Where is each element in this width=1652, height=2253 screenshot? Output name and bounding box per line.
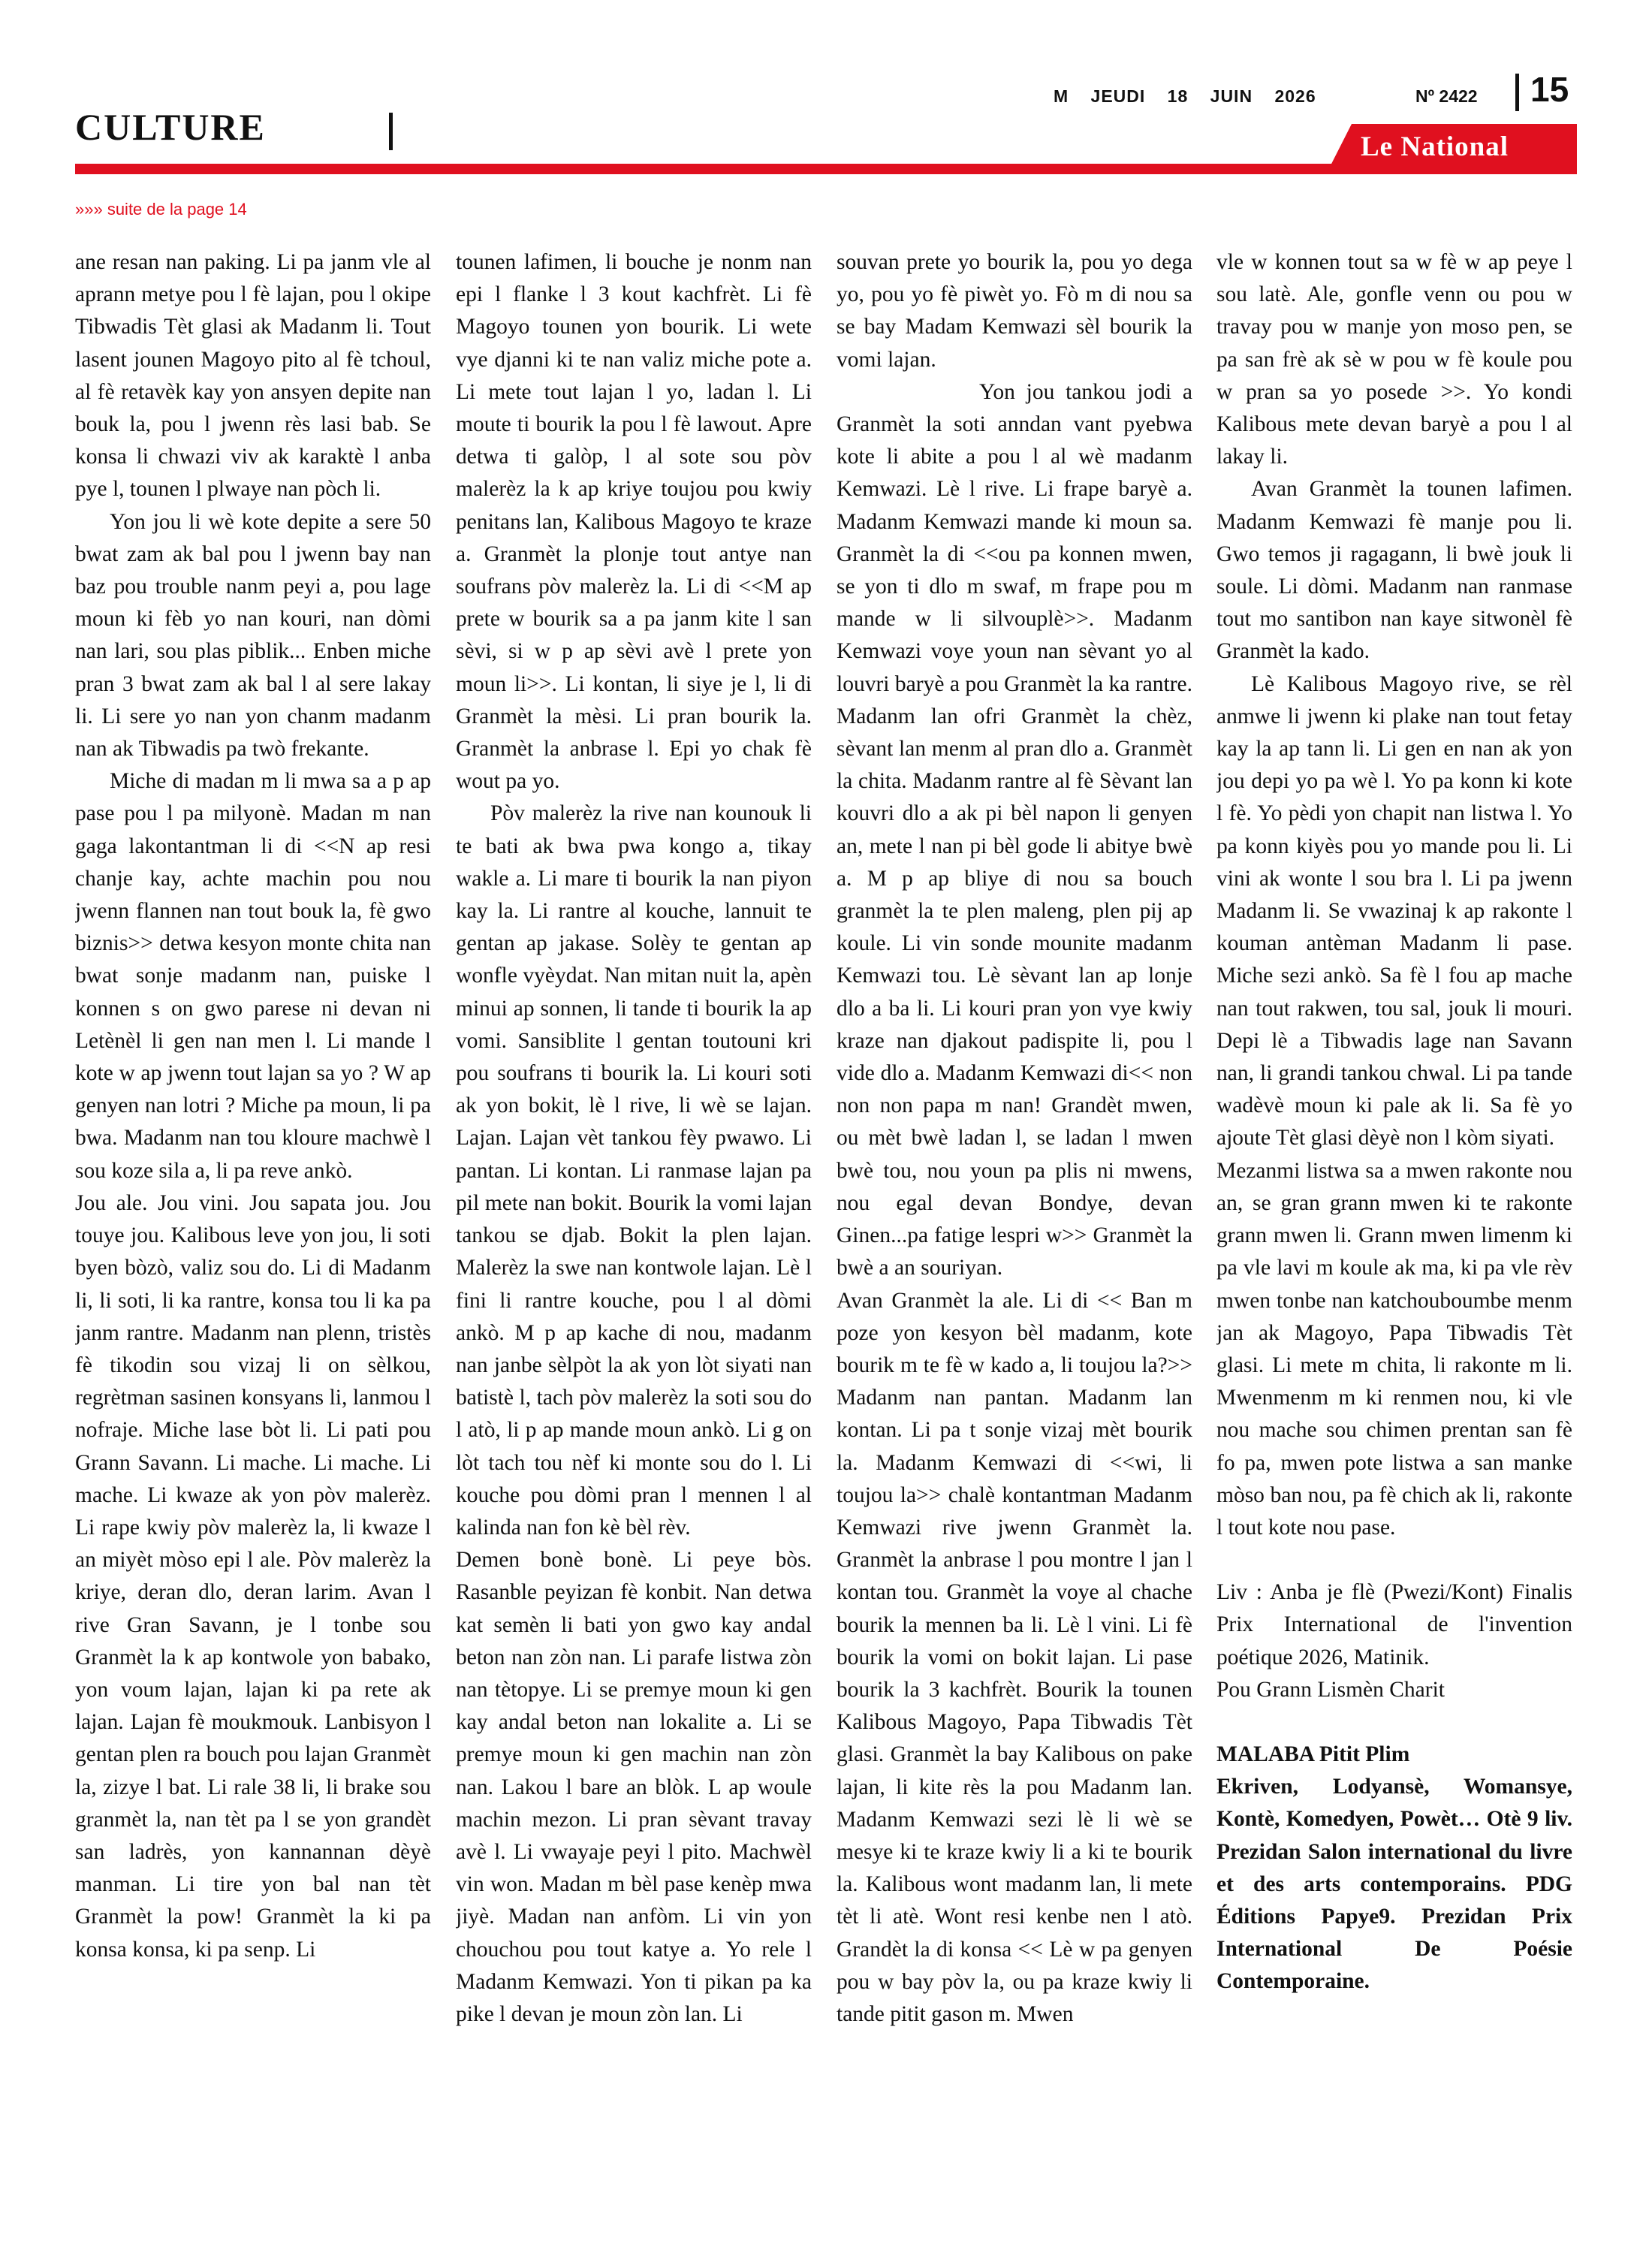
page-number: 15 (1530, 70, 1569, 109)
dedication: Pou Grann Lismèn Charit (1216, 1677, 1445, 1702)
article-column-1 (75, 246, 431, 2229)
paragraph: Mezanmi listwa sa a mwen rakonte nou an, se gran grann mwen ki te rakonte grann mwen li. Grann mwen limenm ki pa vle lavi m koule ak ma, ki pa vle rèv mwen tonbe nan katchouboumbe menm jan ak Magoyo, Papa Tibwadis Tèt glasi. Li mete m chita, li rakonte m li. Mwenmenm m ki renmen nou, ki vle nou mache sou chimen prentan san fè fo pa, mwen pote listwa a san manke mòso ban nou, pa fè chich ak li, rakonte l tout kote nou pase. (1216, 1158, 1572, 1540)
author-bio: Ekriven, Lodyansè, Womansye, Kontè, Komedyen, Powèt… Otè 9 liv. Prezidan Salon international du livre et des arts contemporains. PDG Éditions Papye9. Prezidan Prix International De Poésie Contemporaine. (1216, 1775, 1572, 1994)
paragraph: Yon jou tankou jodi a Granmèt la soti anndan vant pyebwa kote li abite a pou l al wè madanm Kemwazi. Lè l rive. Li frape baryè a. Madanm Kemwazi mande ki moun sa. Granmèt la di <<ou pa konnen mwen, se yon ti dlo m swaf, m frape pou m mande w li silvouplè>>. Madanm Kemwazi voye youn nan sèvant yo al louvri baryè a pou Granmèt la ka rantre. Madanm lan ofri Granmèt la chèz, sèvant lan menm al pran dlo a. Granmèt la chita. Madanm rantre al fè Sèvant lan kouvri dlo a ak pi bèl napon li genyen an, mete l nan pi bèl gode li abitye bwè a. M p ap bliye di nou sa bouch granmèt la te plen maleng, plen pij ap koule. Li vin sonde mounite madanm Kemwazi tou. Lè sèvant lan ap lonje dlo a ba li. Li kouri pran yon vye kwiy kraze nan djakout padispite li, pou l vide dlo a. Madanm Kemwazi di<< non non non papa m nan! Grandèt mwen, ou mèt bwè ladan l, se ladan l mwen bwè tou, nou youn pa plis ni mwens, nou egal devan Bondye, devan Ginen...pa fatige lespri w>> Granmèt la bwè a an souriyan. (837, 379, 1192, 1280)
section-label: CULTURE (75, 106, 266, 148)
article-column-3 (837, 246, 1192, 2229)
paragraph: souvan prete yo bourik la, pou yo dega yo, pou yo fè piwèt yo. Fò m di nou sa se bay Madam Kemwazi sèl bourik la vomi lajan. (837, 250, 1192, 372)
paragraph: Miche di madan m li mwa sa a p ap pase pou l pa milyonè. Madan m nan gaga lakontantman li di <<N ap resi chanje kay, achte machin pou nou jwenn flannen nan tout bouk la, fè gwo biznis>> detwa kesyon monte chita nan bwat sonje madanm nan, puiske l konnen s on gwo parese ni devan ni Letènèl li gen nan men l. Li mande l kote w ap jwenn tout lajan sa yo ? W ap genyen nan lotri ? Miche pa moun, li pa bwa. Madanm nan tou kloure machwè l sou koze sila a, li pa reve ankò. (75, 769, 431, 1183)
paragraph: Yon jou li wè kote depite a sere 50 bwat zam ak bal pou l jwenn bay nan baz pou trouble nanm peyi a, pou lage moun ki fèb yo nan kouri, nan dòmi nan lari, sou plas piblik... Enben miche pran 3 bwat zam ak bal l al sere lakay li. Li sere yo nan yon chanm madanm nan ak Tibwadis pa twò frekante. (75, 509, 431, 762)
article-column-2 (456, 246, 812, 2229)
spacer (1216, 1544, 1572, 1576)
newspaper-name: Le National (1361, 131, 1509, 162)
article-column-4 (1216, 246, 1572, 2229)
paragraph: Avan Granmèt la tounen lafimen. Madanm Kemwazi fè manje pou li. Gwo temos ji ragagann, li bwè jouk li soule. Li dòmi. Madanm nan ranmase tout mo santibon nan kaye sitwonèl fè Granmèt la kado. (1216, 477, 1572, 664)
book-credit: Liv : Anba je flè (Pwezi/Kont) Finalis Prix International de l'invention poétique 2026, Matinik. (1216, 1580, 1572, 1669)
paragraph: tounen lafimen, li bouche je nonm nan epi l flanke l 3 kout kachfrèt. Li fè Magoyo tounen yon bourik. Li wete vye djanni ki te nan valiz miche pote a. Li mete tout lajan l yo, ladan l. Li moute ti bourik la pou l fè lawout. Apre detwa ti galòp, l al sote sou pòv malerèz la k ap kriye toujou pou kwiy penitans lan, Kalibous Magoyo te kraze a. Granmèt la plonje tout antye nan soufrans pòv malerèz la. Li di <<M ap prete w bourik sa a pa janm kite l san sèvi, si w p ap sèvi avè l prete yon moun li>>. Li kontan, li siye je l, li di Granmèt la mèsi. Li pran bourik la. Granmèt la anbrase l. Epi yo chak fè wout pa yo. (456, 250, 812, 794)
paragraph: Avan Granmèt la ale. Li di << Ban m poze yon kesyon bèl madanm, kote bourik m te fè w kado a, li toujou la?>> Madanm nan pantan. Madanm lan kontan. Li pa t sonje vizaj mèt bourik la. Madanm Kemwazi di <<wi, li toujou la>> chalè kontantman Madanm Kemwazi rive jwenn Granmèt la. Granmèt la anbrase l pou montre l jan l kontan tou. Granmèt la voye al chache bourik la mennen ba li. Lè l vini. Li fè bourik la vomi on bokit lajan. Li pase bourik la 3 kachfrèt. Bourik la tounen Kalibous Magoyo, Papa Tibwadis Tèt glasi. Granmèt la bay Kalibous on pake lajan, li kite rès la pou Madanm lan. Madanm Kemwazi sezi lè li wè se mesye ki te kraze kwiy li a ki te bourik la. Kalibous wont madanm lan, li mete tèt li atè. Wont resi kenbe nen l atò. Grandèt la di konsa << Lè w pa genyen pou w bay pòv la, ou pa kraze kwiy li tande pitit gason m. Mwen (837, 1288, 1192, 2026)
paragraph: Demen bonè bonè. Li peye bòs. Rasanble peyizan fè konbit. Nan detwa kat semèn li bati yon gwo kay andal beton nan zòn nan. Li parafe listwa zòn nan tètopye. Li se premye moun ki gen kay andal beton nan lokalite a. Li se premye moun ki gen machin nan zòn nan. Lakou l bare an blòk. L ap woule machin mezon. Li pran sèvant travay avè l. Li vwayaje peyi l pito. Machwèl vin won. Madan m bèl pase kenèp mwa jiyè. Madan nan anfòm. Li vin yon chouchou pou tout katye a. Yo rele l Madanm Kemwazi. Yon ti pikan pa ka pike l devan je moun zòn lan. Li (456, 1548, 812, 2026)
header-divider (1515, 74, 1519, 111)
paragraph: vle w konnen tout sa w fè w ap peye l sou latè. Ale, gonfle venn ou pou w travay pou w manje yon moso pen, se pa san frè ak sè w pou w fè koule pou w pran sa yo posede >>. Yo kondi Kalibous mete devan baryè a pou l al lakay li. (1216, 250, 1572, 469)
author-name: MALABA Pitit Plim (1216, 1742, 1410, 1766)
paragraph: Lè Kalibous Magoyo rive, se rèl anmwe li jwenn ki plake nan tout fetay kay la ap tann li. Li gen en nan ak yon jou depi yo pa wè l. Yo pa konn ki kote l fè. Yo pèdi yon chapit nan listwa l. Yo pa konn kiyès pou yo mande pou li. Li vini ak wonte l sou bra l. Li pa jwenn Madanm li. Se vwazinaj k ap rakonte l kouman antèman Madanm li pase. Miche sezi ankò. Sa fè l fou ap mache nan tout rakwen, tou sal, jouk li mouri. Depi lè a Tibwadis lage nan Savann nan, li grandi tankou chwal. Li pa tande wadèvè moun ki pale ak li. Sa fè yo ajoute Tèt glasi dèyè non l kòm siyati. (1216, 671, 1572, 1151)
section-divider (389, 113, 393, 150)
continued-from-note: »»» suite de la page 14 (75, 200, 247, 219)
spacer (1216, 1706, 1572, 1739)
issue-date: M JEUDI 18 JUIN 2026 (1054, 86, 1316, 106)
paragraph: Pòv malerèz la rive nan kounouk li te bati ak bwa pwa kongo a, tikay wakle a. Li mare ti bourik la nan piyon kay la. Li rantre al kouche, lannuit te gentan ap jakase. Solèy te gentan ap wonfle vyèydat. Nan mitan nuit la, apèn minui ap sonnen, li tande ti bourik la ap vomi. Sansiblite l gentan toutouni kri pou soufrans ti bourik la. Li kouri soti ak yon bokit, lè l rive, li wè se lajan. Lajan. Lajan vèt tankou fèy pwawo. Li pantan. Li kontan. Li ranmase lajan pa pil mete nan bokit. Bourik la vomi lajan tankou se djab. Bokit la plen lajan. Malerèz la swe nan kontwole lajan. Lè l fini li rantre kouche, pou l al dòmi ankò. M p ap kache di nou, madanm nan janbe sèlpòt la ak yon lòt siyati nan batistè l, tach pòv malerèz la soti sou do l atò, li p ap mande moun ankò. Li g on lòt tach tou nèf ki monte sou do l. Li kouche pou dòmi pran l mennen l al kalinda nan fon kè bèl rèv. (456, 801, 812, 1540)
paragraph: ane resan nan paking. Li pa janm vle al aprann metye pou l fè lajan, pou l okipe Tibwadis Tèt glasi ak Madanm li. Tout lasent jounen Magoyo pito al fè tchoul, al fè retavèk kay yon ansyen depite nan bouk la, pou l jwenn rès lasi bab. Se konsa li chwazi viv ak karaktè l anba pye l, tounen l plwaye nan pòch li. (75, 250, 431, 502)
paragraph: Jou ale. Jou vini. Jou sapata jou. Jou touye jou. Kalibous leve yon jou, li soti byen bòzò, valiz sou do. Li di Madanm li, li soti, li ka rantre, konsa tou li ka pa janm rantre. Madanm nan plenn, tristès fè tikodin sou vizaj li on sèlkou, regrètman sasinen konsyans li, lanmou l nofraje. Miche lase bòt li. Li pati pou Grann Savann. Li mache. Li mache. Li mache. Li kwaze ak yon pòv malerèz. Li rape kwiy pòv malerèz la, li kwaze l an miyèt mòso epi l ale. Pòv malerèz la kriye, deran dlo, deran larim. Avan l rive Gran Savann, je l tonbe sou Granmèt la k ap kontwole yon babako, yon voum lajan, lajan ki pa rete ak lajan. Lajan fè moukmouk. Lanbisyon l gentan plen ra bouch pou lajan Granmèt la, zizye l bat. Li rale 38 li, li brake sou granmèt la, nan tèt pa l se yon grandèt san ladrès, yon kannannan dèyè manman. Li tire yon bal nan tèt Granmèt la pow! Granmèt la ki pa konsa konsa, ki pa senp. Li (75, 1190, 431, 1962)
issue-number: Nº 2422 (1415, 86, 1478, 106)
